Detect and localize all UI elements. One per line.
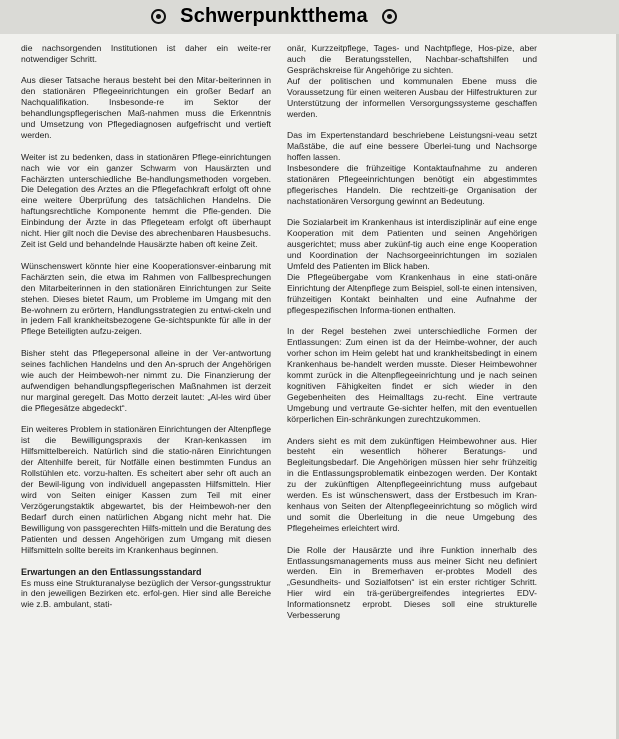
page-title: Schwerpunktthema [180,5,368,27]
paragraph: Die Rolle der Hausärzte und ihre Funktion innerhalb des Entlassungsmanagements muss aus meiner Sicht neu definiert werden. Ein in Bremerhaven er-probtes Modell des „Gesundheits- und Sozialfotsen“ ist ein erster richtiger Schritt. Hier wird ein trä-gerübergreifendes integriertes EDV-Informationsnetz erprobt. Dieses soll eine strukturelle Verbesserung [287,544,537,621]
paragraph: die nachsorgenden Institutionen ist daher ein weite-rer notwendiger Schritt. [21,43,271,64]
target-icon [151,9,166,24]
paragraph: Das im Expertenstandard beschriebene Leistungsni-veau setzt Maßstäbe, die auf eine bessere Überlei-tung und Nachsorge hoffen lassen. Insbesondere die frühzeitige Kontaktaufnahme zu anderen stationären Pflegeeinrichtungen benötigt ein abgestimmtes pflegerisches Handeln. Die rechtzeiti-ge Organisation der nachstationären Versorgung gewinnt an Bedeutung. [287,130,537,206]
left-column [21,43,271,621]
right-column [287,43,537,632]
target-icon [382,9,397,24]
paragraph: Bisher steht das Pflegepersonal alleine in der Ver-antwortung seines fachlichen Handelns und den An-spruch der Angehörigen wie auch der Heimbewoh-ner nimmt zu. Die Finanzierung der aufwendigen behandlungspflegerischen Maßnahmen ist derzeit nur marginal geregelt. Das Motto derzeit lautet: „Al-les wird über die Pflegesätze abgedeckt“. [21,347,271,413]
header-title-bar [143,3,405,30]
paragraph: Aus dieser Tatsache heraus besteht bei den Mitar-beiterinnen in den stationären Pflegeeinrichtungen ein großer Bedarf an Nachqualifikation. Insbesonde-re im Sektor der behandlungspflegerischen Maß-nahmen muss die Erkenntnis und Umsetzung von Pflegediagnosen aufgefrischt und vertieft werden. [21,75,271,141]
page-header [0,0,619,34]
paragraph: Anders sieht es mit dem zukünftigen Heimbewohner aus. Hier besteht ein wesentlich höherer Beratungs- und Begleitungsbedarf. Die Angehörigen müssen hier sehr frühzeitig in die Entlassungsproblematik einbezogen werden. Der Kontakt zu der zukünftigen Altenpflegeeinrichtung muss aufgebaut werden. Es ist wünschenswert, dass der Erstbesuch im Kran-kenhaus von Seiten der Altenpflegeeinrichtung so möglich wird und somit die Überleitung in die neue Umgebung des Pflegeheimes erleichtert wird. [287,435,537,534]
paragraph: Ein weiteres Problem in stationären Einrichtungen der Altenpflege ist die Bewilligungspraxis der Kran-kenkassen im Hilfsmittelbereich. Natürlich sind die statio-nären Einrichtungen der Altenhilfe bereit, für Notfälle einen bestimmten Fundus an Rollstühlen etc. vorzu-halten. Es scheitert aber sehr oft auch an der Bewil-ligung von individuell angepassten Hilfsmitteln. Hier wird von Seiten einiger Kassen zum Teil mit einer Verzögerungstaktik abgewartet, bis der Heimbewoh-ner den Bedarf durch einen natürlichen Abgang nicht mehr hat. Die Bewilligung von passgerechten Hilfs-mitteln und die Beratung des Patienten und dessen Angehörigen zum Umgang mit diesen Hilfsmitteln sollte bereits im Krankenhaus beginnen. [21,424,271,555]
paragraph: Weiter ist zu bedenken, dass in stationären Pflege-einrichtungen nach wie vor ein ganzer Schwarm von Hausärzten und Fachärzten unterschiedliche Be-handlungsmethoden vorgeben. Die Delegation des Arztes an die Pflegefachkraft erfolgt oft ohne eine weitere Überprüfung des tatsächlichen Handelns. Die haftungsrechtliche Komponente hemmt die Pfle-genden. Die Einbindung der Ärzte in das Pflegeteam erfolgt oft überhaupt nicht. Hier gilt noch die Devise des abrechenbaren Hausbesuchs. Zeit ist Geld und behandelnde Hausärzte haben oft keine Zeit. [21,151,271,250]
paragraph: Es muss eine Strukturanalyse bezüglich der Versor-gungsstruktur in den jeweiligen Bezirken etc. erfol-gen. Hier sind alle Bereiche wie z.B. ambulant, stati- [21,577,271,610]
paragraph: In der Regel bestehen zwei unterschiedliche Formen der Entlassungen: Zum einen ist da der Heimbe-wohner, der auch vorher schon im Heim gelebt hat und krankheitsbedingt in einem Krankenhaus be-handelt werden musste. Dieser Heimbewohner kommt zurück in die Altenpflegeeinrichtung und je nach seinen kognitiven Fähigkeiten findet er sich wieder in den Gegebenheiten des Heimalltags zu-recht. Eine vertraute Umgebung und vertraute Ge-sichter helfen, mit den eventuellen körperlichen Ein-schränkungen zurechtzukommen. [287,326,537,425]
paragraph: Die Sozialarbeit im Krankenhaus ist interdisziplinär auf eine enge Kooperation mit dem Patienten und seinen Angehörigen ausgerichtet; muss aber zukünf-tig auch eine enge Kooperation und Koordination der Nachsorgeeinrichtungen im sozialen Umfeld des Patienten im Blick haben. Die Pflegeübergabe vom Krankenhaus in eine stati-onäre Einrichtung der Altenpflege zum Beispiel, soll-te einen intensiven, frühzeitigen Kontakt beinhalten und eine Aufnahme der pflegespezifischen Informa-tionen enthalten. [287,217,537,315]
paragraph: onär, Kurzzeitpflege, Tages- und Nachtpflege, Hos-pize, aber auch die Beratungsstellen, Nachbar-schaftshilfen und Gesprächskreise für Angehörige zu sichten. Auf der politischen und kommunalen Ebene muss die Voraussetzung für einen weiteren Ausbau der Hilfestrukturen zur Unterstützung der informellen Versorgungssysteme geschaffen werden. [287,43,537,119]
paragraph: Wünschenswert könnte hier eine Kooperationsver-einbarung mit Fachärzten sein, die etwa im Rahmen von Fallbesprechungen den Mitarbeiterinnen in den stationären Einrichtungen zur Seite stehen. Dieses bietet Raum, um Probleme im Umgang mit den Be-wohnern zu erörtern, Handlungsstrategien zu entwi-ckeln und in jedem Fall krankheitsbezogene Ge-sichtspunkte für alle in der Pflege Beteiligten aufzu-zeigen. [21,260,271,337]
section-heading: Erwartungen an den Entlassungsstandard [21,566,202,577]
